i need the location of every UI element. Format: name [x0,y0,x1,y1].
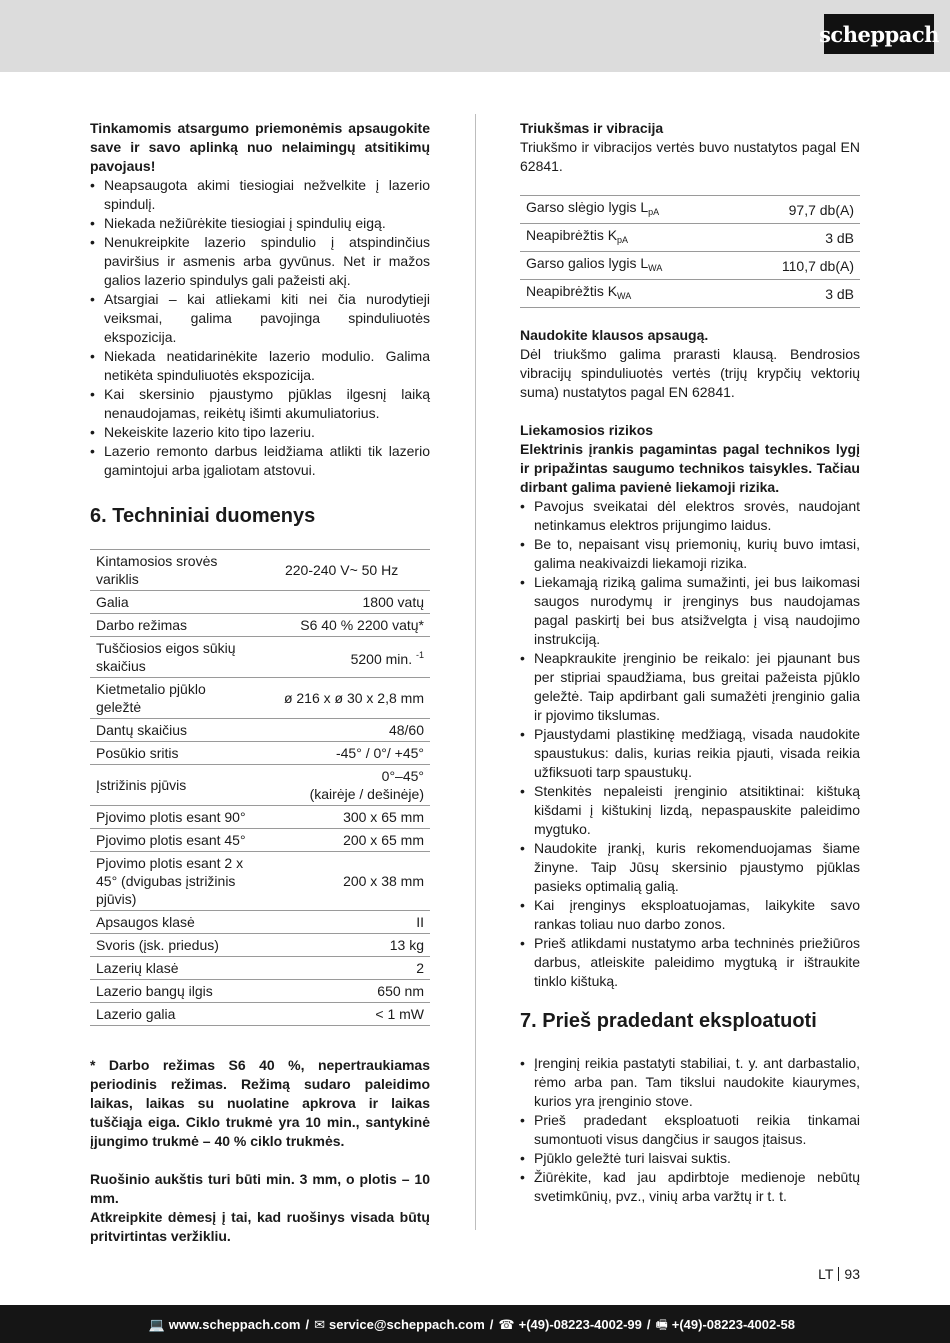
tech-label: Įstrižinis pjūvis [90,765,253,806]
noise-row [520,252,860,280]
column-divider [475,114,476,1230]
residual-risk-item: • Stenkitės nepaleisti įrenginio atsitiktinai: kištuką kišdami į kištukinį lizdą, nepaspauskite paleidimo mygtuko. [520,782,860,839]
tech-value-sup: -1 [415,650,424,660]
residual-risk-item: • Pjaustydami plastikinę medžiagą, visada naudokite spaustukus: dalis, kurias reikia pjauti, visada reikia užfiksuoti tarp spaustukų. [520,725,860,782]
section-7-title: 7. Prieš pradedant eksploatuoti [520,1010,817,1032]
tech-row [90,957,430,980]
noise-label-subscript: pA [617,235,629,245]
hearing-heading: Naudokite klausos apsaugą. [520,327,709,343]
tech-label: Lazerio bangų ilgis [90,980,253,1003]
laser-warning-item: • Kai skersinio pjaustymo pjūklas ilgesnį laiką nenaudojamas, reikėtų išimti akumuliatorius. [90,385,430,423]
residual-risk-item: • Liekamąją riziką galima sumažinti, jei bus laikomasi saugos nurodymų ir įrenginys bus naudojamas pagal paskirtį bei bus atsižvelgta į visą naudojimo instrukciją. [520,573,860,649]
startup-item: • Prieš pradedant eksploatuoti reikia tinkamai sumontuoti visus dangčius ir saugos įtaisus. [520,1111,860,1149]
noise-value: 97,7 db(A) [737,196,860,224]
footer-fax: +(49)-08223-4002-58 [671,1316,795,1332]
laser-warning-item: • Lazerio remonto darbus leidžiama atlikti tik lazerio gamintojui arba įgaliotam atstovui. [90,442,430,480]
laser-warning-item: • Neapsaugota akimi tiesiogiai nežvelkite į lazerio spindulį. [90,176,430,214]
tech-label: Pjovimo plotis esant 2 x 45° (dvigubas įstrižinis pjūvis) [90,852,253,911]
tech-value-text: 200 x 38 mm [343,873,424,889]
tech-row [90,1003,430,1026]
fax-icon: 🖷 [655,1316,668,1332]
noise-label-text: Garso slėgio lygis L [526,199,649,215]
tech-label: Lazerio galia [90,1003,253,1026]
tech-value-text: 220-240 V~ 50 Hz [284,562,399,578]
noise-label [520,196,737,224]
tech-label: Pjovimo plotis esant 90° [90,806,253,829]
footer-separator: / [305,1316,310,1332]
noise-label [520,224,737,252]
noise-text: Triukšmo ir vibracijos vertės buvo nustatytos pagal EN 62841. [520,139,860,174]
footer-separator: / [489,1316,494,1332]
warning-heading: Tinkamomis atsargumo priemonėmis apsaugokite save ir savo aplinką nuo nelaimingų atsitikimų pavojaus! [90,120,430,174]
header-bar [0,0,950,72]
tech-value-text: 300 x 65 mm [343,809,424,825]
footnote: * Darbo režimas S6 40 %, nepertraukiamas periodinis režimas. Režimą sudaro paleidimo laikas, laikas su nuolatine apkrova ir laikas tuščiąja eiga. Ciklo trukmė yra 10 min., santykinė įjungimo trukmė – 40 % ciklo trukmės. [90,1057,430,1149]
tech-value [253,637,430,678]
tech-value [253,1003,430,1026]
mail-icon: ✉ [314,1316,326,1332]
tech-row [90,765,430,806]
laser-warning-item: • Niekada nežiūrėkite tiesiogiai į spindulių eigą. [90,214,430,233]
tech-value [253,614,430,637]
tech-label: Kintamosios srovės variklis [90,550,253,591]
tech-value [253,765,430,806]
tech-row [90,719,430,742]
tech-row [90,678,430,719]
tech-row [90,829,430,852]
tech-row [90,934,430,957]
tech-value-text: 1800 vatų [362,594,424,610]
footer-phone: +(49)-08223-4002-99 [518,1316,642,1332]
tech-label: Kietmetalio pjūklo geležtė [90,678,253,719]
tech-label: Lazerių klasė [90,957,253,980]
tech-row [90,852,430,911]
tech-value [253,957,430,980]
noise-label-text: Garso galios lygis L [526,255,649,271]
tech-value-text: 2 [416,960,424,976]
tech-value [253,719,430,742]
tech-value-text: -45° / 0°/ +45° [335,745,424,761]
tech-value [253,591,430,614]
noise-table [520,195,860,308]
tech-label: Tuščiosios eigos sūkių skaičius [90,637,253,678]
residual-heading: Liekamosios rizikos [520,422,654,438]
workpiece-note-size: Ruošinio aukštis turi būti min. 3 mm, o plotis – 10 mm. [90,1171,430,1206]
tech-value-text: ø 216 x ø 30 x 2,8 mm [283,690,424,706]
tech-value [253,550,430,591]
page-language: LT [818,1266,834,1282]
noise-label-text: Neapibrėžtis K [526,283,618,299]
startup-list [520,1054,860,1206]
left-column [90,119,430,1246]
noise-value: 110,7 db(A) [737,252,860,280]
phone-icon: ☎ [498,1316,515,1332]
footer-email[interactable]: service@scheppach.com [329,1316,485,1332]
laser-warning-item: • Niekada neatidarinėkite lazerio modulio. Galima netikėta spinduliuotės ekspozicija. [90,347,430,385]
tech-value-text: II [416,914,424,930]
footer-bar [0,1305,950,1343]
computer-icon: 💻 [148,1316,165,1332]
tech-value [253,911,430,934]
footer-website[interactable]: www.scheppach.com [168,1316,301,1332]
tech-value-extra: (kairėje / dešinėje) [309,786,424,802]
tech-value [253,980,430,1003]
laser-warning-item: • Nekeiskite lazerio kito tipo lazeriu. [90,423,430,442]
tech-value [253,852,430,911]
residual-risk-item: • Pavojus sveikatai dėl elektros srovės, naudojant netinkamus elektros prijungimo laidus. [520,497,860,535]
noise-label-subscript: pA [648,207,660,217]
tech-row [90,911,430,934]
noise-row [520,280,860,308]
residual-risk-item: • Kai įrenginys eksploatuojamas, laikykite savo rankas toliau nuo darbo zonos. [520,896,860,934]
footer-separator: / [646,1316,651,1332]
tech-label: Darbo režimas [90,614,253,637]
noise-row [520,196,860,224]
residual-risk-item: • Be to, nepaisant visų priemonių, kurių buvo imtasi, galima neakivaizdi liekamoji rizika. [520,535,860,573]
noise-label [520,280,737,308]
tech-value-text: 13 kg [389,937,424,953]
startup-item: • Įrenginį reikia pastatyti stabiliai, t. y. ant darbastalio, rėmo arba pan. Tam tikslui naudokite kiaurymes, kurios yra įrenginio stove. [520,1054,860,1111]
residual-intro: Elektrinis įrankis pagamintas pagal technikos lygį ir pripažintas saugumo technikos taisykles. Tačiau dirbant galima pavienė liekamoji rizika. [520,441,860,495]
page-number-divider [838,1267,839,1281]
tech-row [90,806,430,829]
startup-item: • Pjūklo geležtė turi laisvai suktis. [520,1149,860,1168]
brand-logo: scheppach [824,14,934,54]
tech-label: Svoris (įsk. priedus) [90,934,253,957]
tech-row [90,614,430,637]
right-column [520,119,860,1206]
laser-warning-item: • Nenukreipkite lazerio spindulio į atspindinčius paviršius ir asmenis arba gyvūnus. Net ir mažos galios lazerio spindulys gali pažeisti akį. [90,233,430,290]
noise-label-text: Neapibrėžtis K [526,227,618,243]
noise-heading: Triukšmas ir vibracija [520,120,664,136]
technical-data-table [90,549,430,1026]
tech-value-text: < 1 mW [375,1006,424,1022]
tech-label: Dantų skaičius [90,719,253,742]
residual-risk-item: • Neapkraukite įrenginio be reikalo: jei pjaunant bus per stipriai spaudžiama, bus greitai pažeista pjūklo geležtė. Taip apdirbant gali sumažėti įrenginio galia ir pjovimo tikslumas. [520,649,860,725]
tech-row [90,637,430,678]
tech-value-text: 650 nm [377,983,424,999]
laser-warning-list [90,176,430,480]
tech-row [90,550,430,591]
tech-label: Apsaugos klasė [90,911,253,934]
tech-label: Posūkio sritis [90,742,253,765]
tech-value [253,806,430,829]
section-6-title: 6. Techniniai duomenys [90,505,316,527]
tech-value [253,829,430,852]
tech-value [253,934,430,957]
residual-risk-list [520,497,860,991]
tech-value-text: S6 40 % 2200 vatų* [300,617,424,633]
noise-value: 3 dB [737,224,860,252]
tech-value-text: 5200 min. [350,651,413,667]
tech-value [253,742,430,765]
tech-row [90,980,430,1003]
page-number-value: 93 [844,1266,860,1282]
startup-item: • Žiūrėkite, kad jau apdirbtoje medienoje nebūtų svetimkūnių, pvz., vinių arba varžtų ir t. t. [520,1168,860,1206]
tech-value-text: 48/60 [388,722,424,738]
tech-label: Galia [90,591,253,614]
page-number [818,1265,860,1284]
residual-risk-item: • Naudokite įrankį, kuris rekomenduojamas šiame žinyne. Taip Jūsų skersinio pjaustymo pjūklas pasieks optimalią galią. [520,839,860,896]
tech-row [90,742,430,765]
laser-warning-item: • Atsargiai – kai atliekami kiti nei čia nurodytieji veiksmai, galima pavojinga spinduliuotės ekspozicija. [90,290,430,347]
tech-label: Pjovimo plotis esant 45° [90,829,253,852]
workpiece-note-clamp: Atkreipkite dėmesį į tai, kad ruošinys visada būtų pritvirtintas veržikliu. [90,1209,430,1244]
tech-value-text: 200 x 65 mm [343,832,424,848]
noise-label-subscript: WA [617,291,632,301]
noise-label [520,252,737,280]
noise-label-subscript: WA [648,263,663,273]
tech-row [90,591,430,614]
noise-row [520,224,860,252]
tech-value [253,678,430,719]
tech-value-text: 0°–45° [381,768,424,784]
noise-value: 3 dB [737,280,860,308]
hearing-text: Dėl triukšmo galima prarasti klausą. Bendrosios vibracijų spinduliuotės vertės (trijų krypčių vektorių suma) nustatytos pagal EN 62841. [520,346,860,400]
residual-risk-item: • Prieš atlikdami nustatymo arba techninės priežiūros darbus, atleiskite paleidimo mygtuką ir ištraukite tinklo kištuką. [520,934,860,991]
